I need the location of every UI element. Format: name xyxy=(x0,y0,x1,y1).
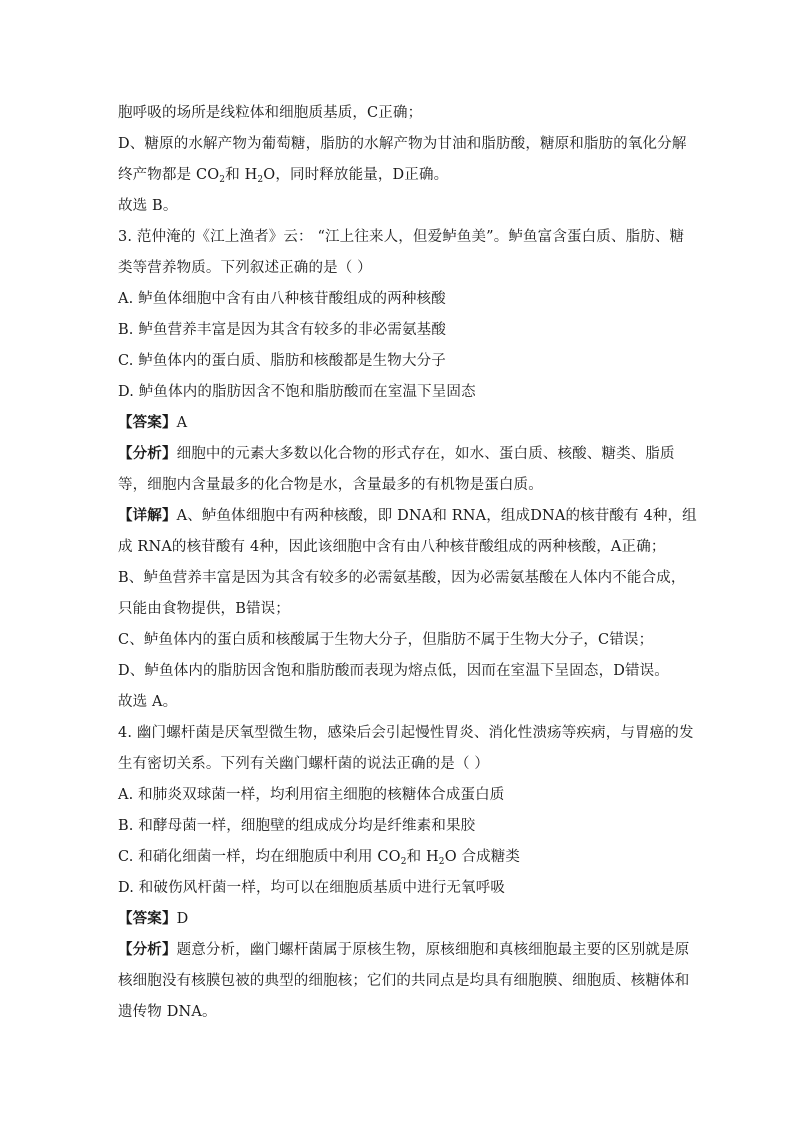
text-line: 终产物都是 $CO_2$和 $H_2O$，同时释放能量，D正确。 xyxy=(118,167,449,185)
text-line: 遗传物 DNA。 xyxy=(118,1004,217,1020)
analysis-line: 【分析】题意分析，幽门螺杆菌属于原核生物，原核细胞和真核细胞最主要的区别就是原 xyxy=(118,941,690,958)
question-3-stem: 3. 范仲淹的《江上渔者》云： “江上往来人，但爱鲈鱼美”。鲈鱼富含蛋白质、脂肪、糖 xyxy=(118,229,685,245)
question-3-option-c: C. 鲈鱼体内的蛋白质、脂肪和核酸都是生物大分子 xyxy=(118,353,446,369)
text-line: 故选 A。 xyxy=(118,694,178,710)
question-4-option-d: D. 和破伤风杆菌一样，均可以在细胞质基质中进行无氧呼吸 xyxy=(118,880,506,896)
question-4-option-b: B. 和酵母菌一样，细胞壁的组成成分均是纤维素和果胶 xyxy=(118,818,476,834)
text-line: 等，细胞内含量最多的化合物是水，含量最多的有机物是蛋白质。 xyxy=(118,477,543,493)
text-line: 故选 B。 xyxy=(118,198,178,214)
question-3-option-d: D. 鲈鱼体内的脂肪因含不饱和脂肪酸而在室温下呈固态 xyxy=(118,384,476,400)
question-3-option-a: A. 鲈鱼体细胞中含有由八种核苷酸组成的两种核酸 xyxy=(118,291,446,307)
question-3-stem: 类等营养物质。下列叙述正确的是（ ） xyxy=(118,260,372,276)
text-line: B、鲈鱼营养丰富是因为其含有较多的必需氨基酸，因为必需氨基酸在人体内不能合成， xyxy=(118,570,686,586)
text-line: D、糖原的水解产物为葡萄糖，脂肪的水解产物为甘油和脂肪酸，糖原和脂肪的氧化分解 xyxy=(118,136,687,152)
explanation-line: 【详解】A、鲈鱼体细胞中有两种核酸，即 DNA和 RNA，组成DNA的核苷酸有 4种，组 xyxy=(118,507,697,524)
text-line: D、鲈鱼体内的脂肪因含饱和脂肪酸而表现为熔点低，因而在室温下呈固态，D错误。 xyxy=(118,663,669,679)
question-4-stem: 4. 幽门螺杆菌是厌氧型微生物，感染后会引起慢性胃炎、消化性溃疡等疾病，与胃癌的发 xyxy=(118,725,694,741)
text-line: 核细胞没有核膜包被的典型的细胞核；它们的共同点是均具有细胞膜、细胞质、核糖体和 xyxy=(118,973,690,989)
question-4-option-c: C. 和硝化细菌一样，均在细胞质中利用 $CO_2$和 $H_2O$ 合成糖类 xyxy=(118,849,521,867)
text-line: C、鲈鱼体内的蛋白质和核酸属于生物大分子，但脂肪不属于生物大分子，C错误； xyxy=(118,632,654,648)
text-line: 成 RNA的核苷酸有 4种，因此该细胞中含有由八种核苷酸组成的两种核酸，A正确； xyxy=(118,539,666,555)
question-3-option-b: B. 鲈鱼营养丰富是因为其含有较多的非必需氨基酸 xyxy=(118,322,446,338)
text-line: 只能由食物提供，B错误； xyxy=(118,601,290,617)
answer-line: 【答案】D xyxy=(118,910,189,927)
analysis-line: 【分析】细胞中的元素大多数以化合物的形式存在，如水、蛋白质、核酸、糖类、脂质 xyxy=(118,445,675,462)
answer-line: 【答案】A xyxy=(118,414,188,431)
text-line: 胞呼吸的场所是线粒体和细胞质基质，C正确； xyxy=(118,105,423,121)
question-4-option-a: A. 和肺炎双球菌一样，均利用宿主细胞的核糖体合成蛋白质 xyxy=(118,787,505,803)
question-4-stem: 生有密切关系。下列有关幽门螺杆菌的说法正确的是（ ） xyxy=(118,756,490,772)
